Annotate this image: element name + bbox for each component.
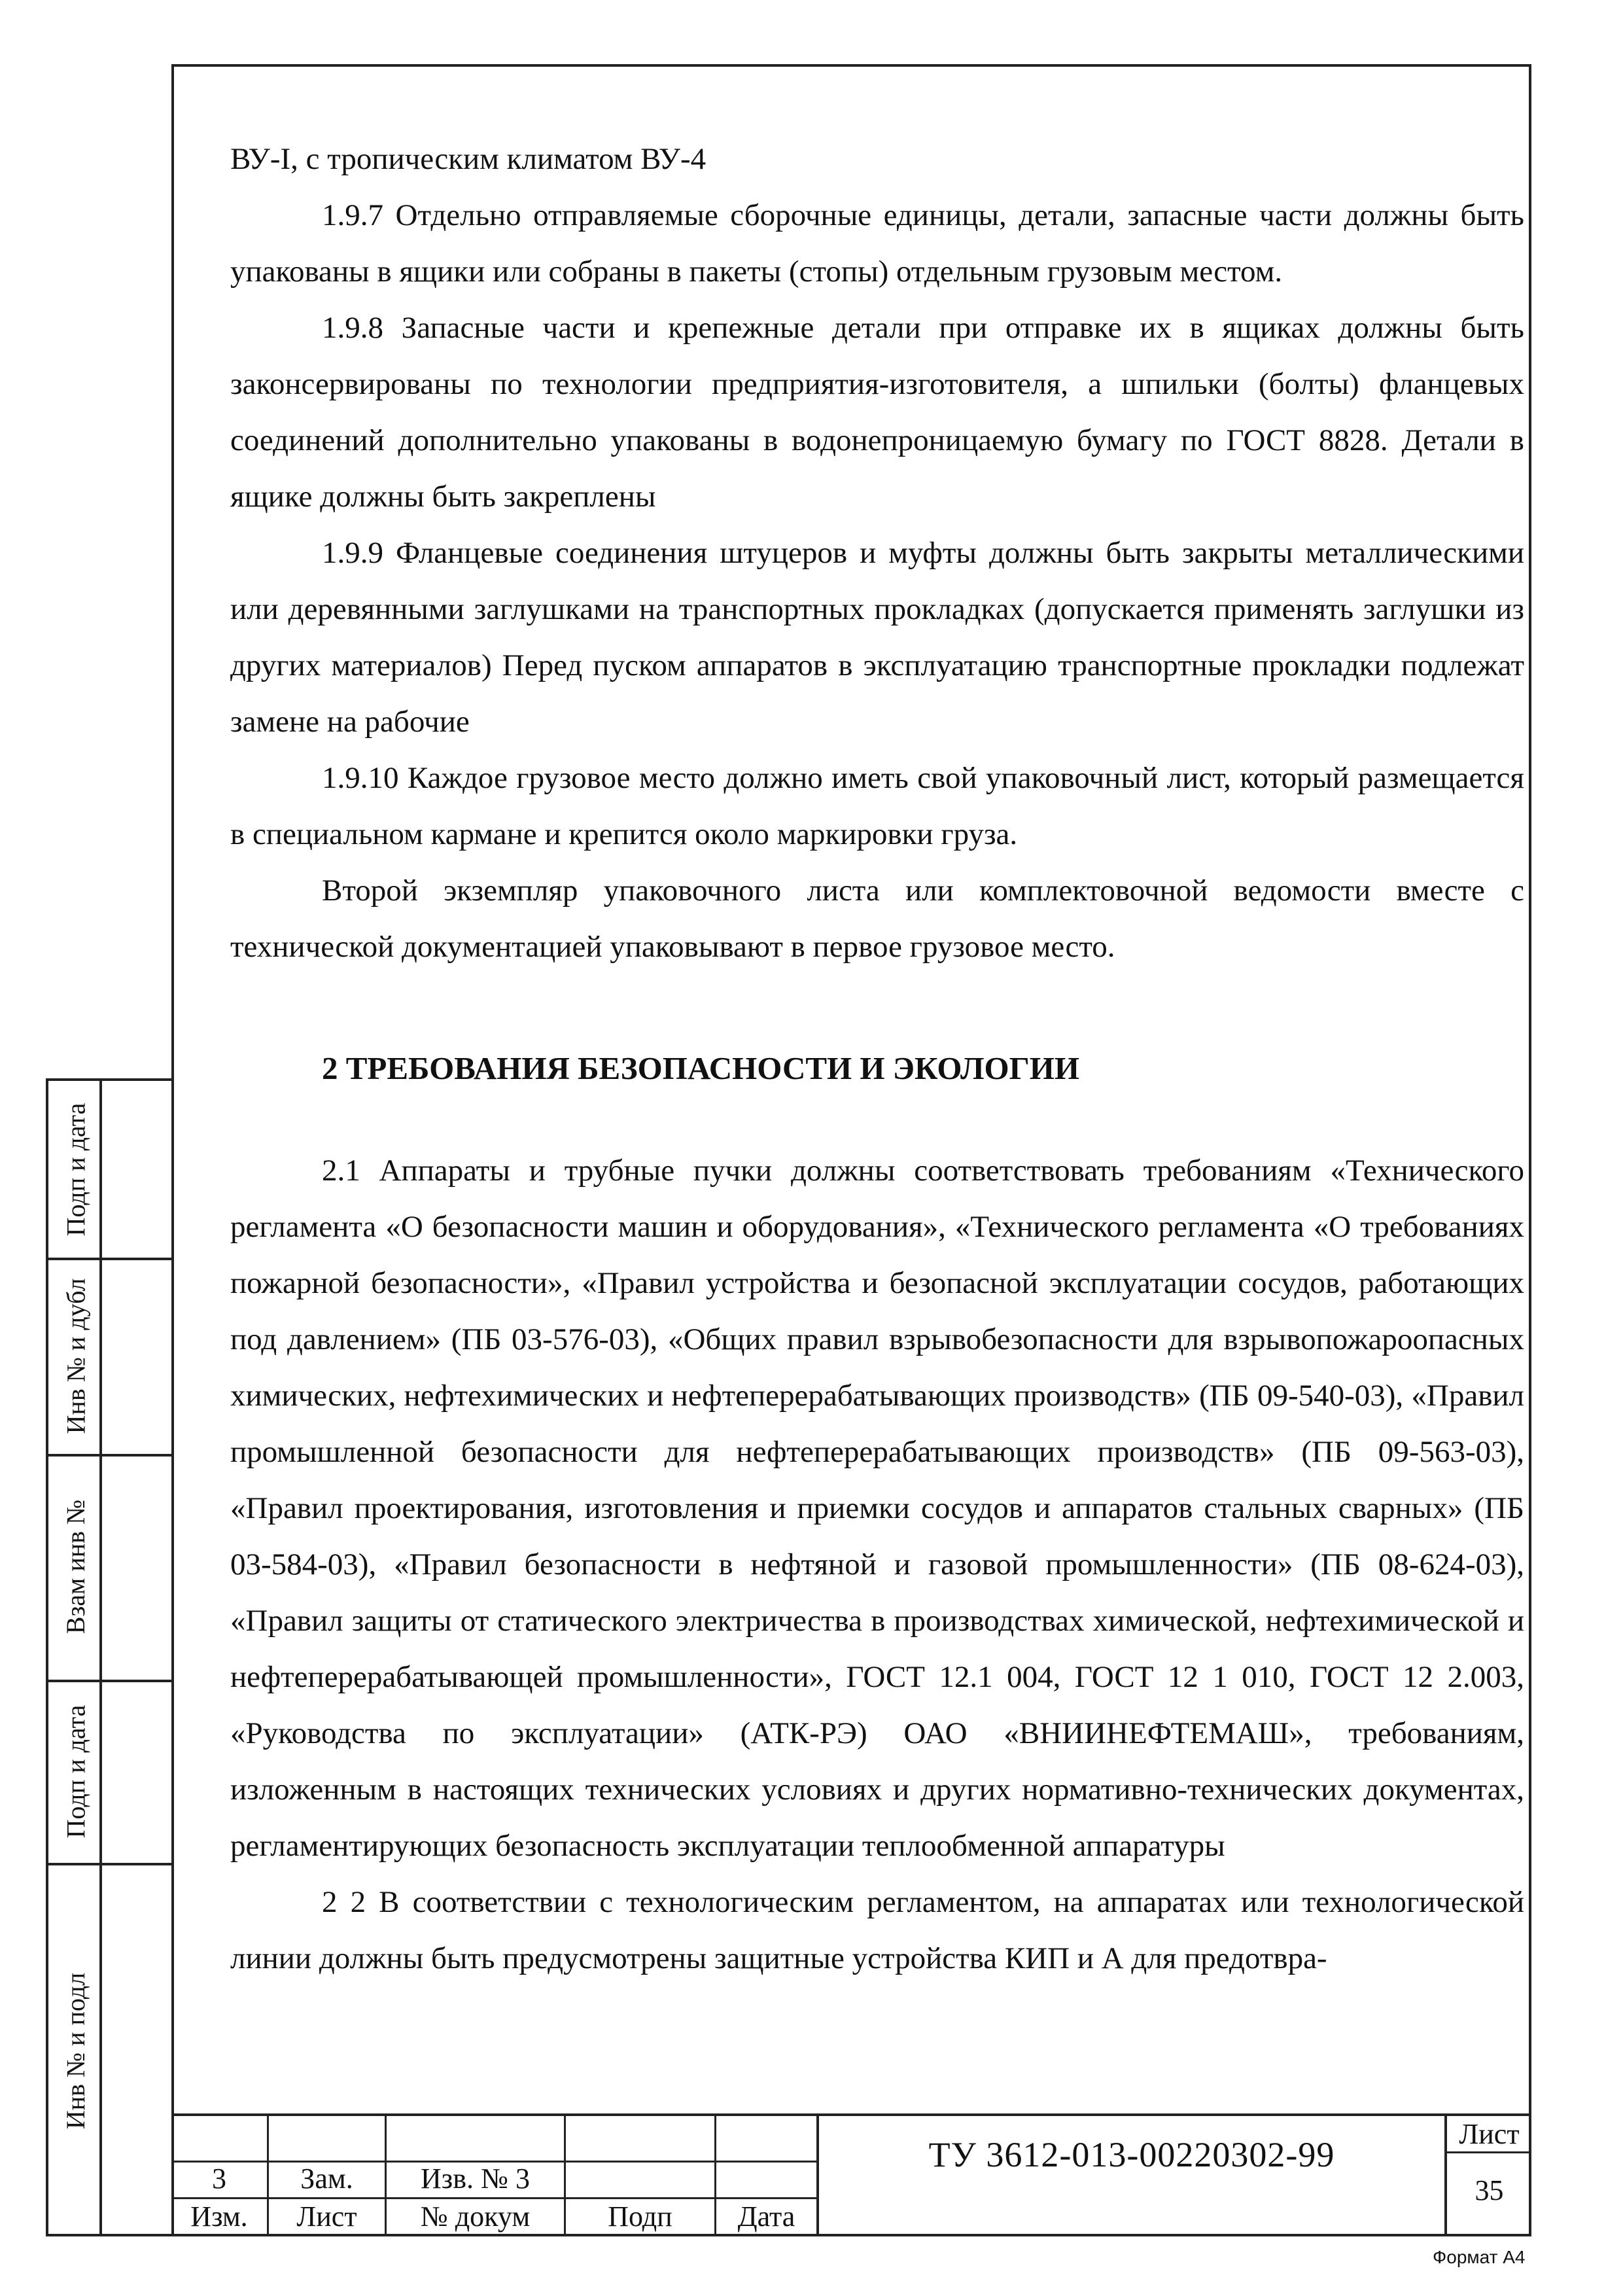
title-block-top-line [171,2113,1531,2116]
sidebar-cell [50,1680,102,1863]
paragraph-second-copy: Второй экземпляр упаковочного листа или комплектовочной ведомости вместе с технической документацией упаковывают в первое грузовое место. [230,874,1524,964]
section-heading: 2 ТРЕБОВАНИЯ БЕЗОПАСНОСТИ И ЭКОЛОГИИ [322,1050,1080,1086]
sidebar-cell [50,1454,102,1680]
sheet-cell-line [1446,2151,1531,2153]
sidebar-cell [50,1863,102,2239]
column-header-doc-number: № докум [420,2200,531,2233]
sidebar-cell [50,1258,102,1454]
sheet-number: 35 [1475,2174,1504,2206]
paragraph-2-2: 2 2 В соответствии с технологическим регламентом, на аппаратах или технологической линии должны быть предусмотрены защитные устройства КИП и А для предотвра- [230,1885,1524,1975]
revision-document: Изв. № 3 [421,2163,530,2195]
sidebar-label-original-inv: Инв № и подл [61,1972,91,2130]
format-label: Формат А4 [1433,2247,1526,2267]
column-header-date: Дата [737,2200,795,2233]
paragraph-1: ВУ-I, с тропическим климатом ВУ-4 [230,142,707,176]
paragraph-1-9-8: 1.9.8 Запасные части и крепежные детали при отправке их в ящиках должны быть законсервированы по технологии предприятия-изготовителя, а шпильки (болты) фланцевых соединений дополнительно упакованы в водонепроницаемую бумагу по ГОСТ 8828. Детали в ящике должны быть закреплены [230,311,1524,514]
paragraph-1-9-7: 1.9.7 Отдельно отправляемые сборочные единицы, детали, запасные части должны быть упакованы в ящики или собраны в пакеты (стопы) отдельным грузовым местом. [230,198,1524,289]
paragraph-1-9-10: 1.9.10 Каждое грузовое место должно иметь свой упаковочный лист, который размещается в специальном кармане и крепится около маркировки груза. [230,761,1524,851]
sidebar-cell [50,1081,102,1258]
sidebar-label-duplicate-inv: Инв № и дубл [61,1278,91,1434]
sheet-label: Лист [1459,2118,1520,2150]
title-block-col-line [816,2113,819,2236]
sidebar-label-replacement-inv: Взам инв № [61,1499,91,1634]
sidebar-label-signature-date-2: Подп и дата [61,1704,91,1838]
column-header-change: Изм. [190,2200,248,2233]
revision-number: 3 [212,2163,226,2195]
sidebar-label-signature-date: Подп и дата [61,1103,91,1236]
column-header-signature: Подп [608,2200,672,2233]
paragraph-2-1: 2.1 Аппараты и трубные пучки должны соответствовать требованиям «Технического регламента «О безопасности машин и оборудования», «Технического регламента «О требованиях пожарной безопасности», «Правил устройства и безопасной эксплуатации сосудов, работающих под давлением» (ПБ 03-576-03), «Общих правил взрывобезопасности для взрывопожароопасных химических, нефтехимических и нефтеперерабатывающих производств» (ПБ 09-540-03), «Правил промышленной безопасности для нефтеперерабатывающих производств» (ПБ 09-563-03), «Правил проектирования, изготовления и приемки сосудов и аппаратов стальных сварных» (ПБ 03-584-03), «Правил безопасности в нефтяной и газовой промышленности» (ПБ 08-624-03), «Правил защиты от статического электричества в производствах химической, нефтехимической и нефтеперерабатывающей промышленности», ГОСТ 12.1 004, ГОСТ 12 1 010, ГОСТ 12 2.003, «Руководства по эксплуатации» (АТК-РЭ) ОАО «ВНИИНЕФТЕМАШ», требованиям, изложенным в настоящих технических условиях и других нормативно-технических документах, регламентирующих безопасность эксплуатации теплообменной аппаратуры [230,1154,1524,1863]
paragraph-1-9-9: 1.9.9 Фланцевые соединения штуцеров и муфты должны быть закрыты металлическими или деревянными заглушками на транспортных прокладках (допускается применять заглушки из других материалов) Перед пуском аппаратов в эксплуатацию транспортные прокладки подлежат замене на рабочие [230,536,1524,739]
revision-type: Зам. [300,2163,353,2195]
sidebar-stamp [46,1078,171,2236]
document-body [230,131,1524,1987]
column-header-sheet: Лист [296,2200,357,2233]
document-designation: ТУ 3612-013-00220302-99 [928,2135,1335,2174]
